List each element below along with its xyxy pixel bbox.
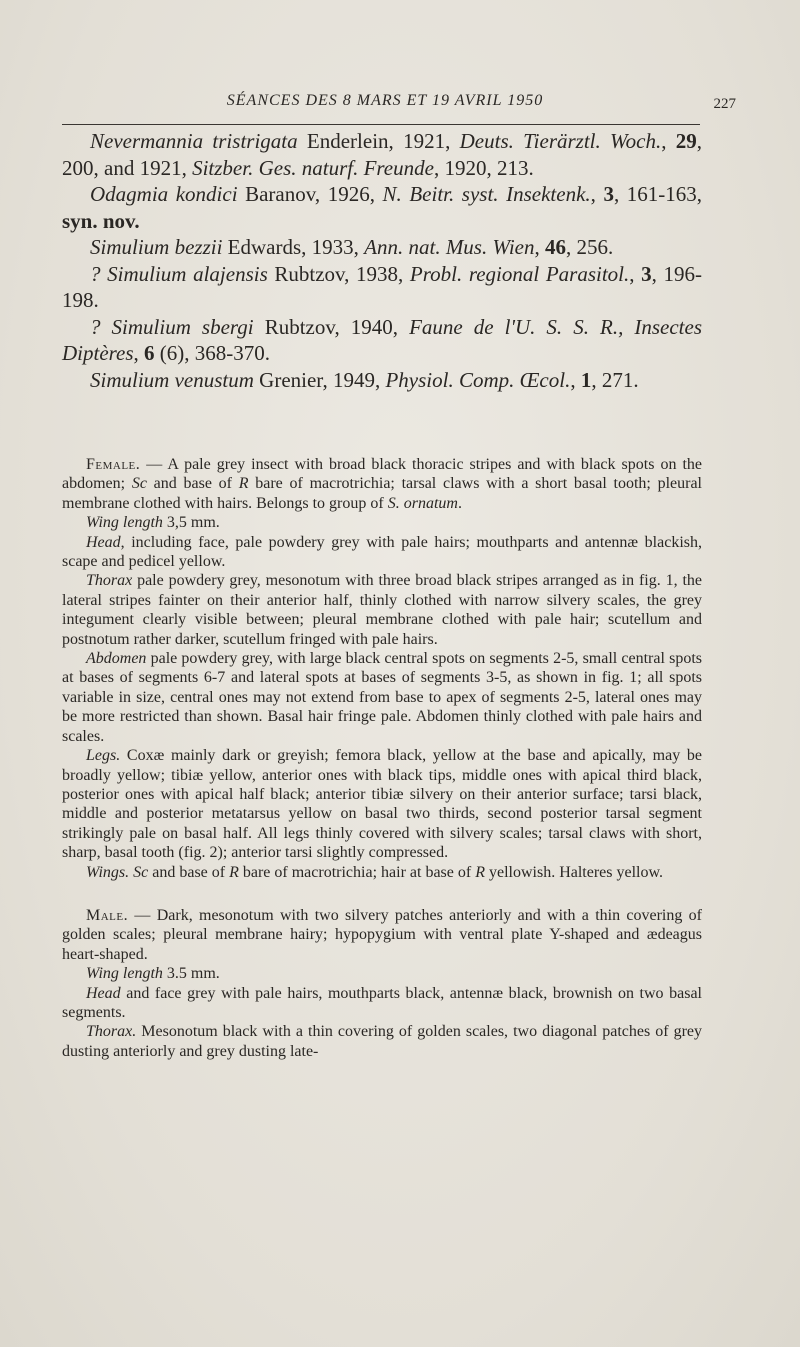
running-header — [62, 92, 736, 116]
female-wings: Wings. Sc and base of R bare of macrotrichia; hair at base of R yellowish. Halteres yellow. — [86, 863, 664, 881]
female-wing-length: Wing length 3,5 mm. — [86, 514, 220, 532]
synonym-entry: Nevermannia tristrigata Enderlein, 1921, Deuts. Tierärztl. Woch., 29, 200, and 1921, Sitzber. Ges. naturf. Freunde, 1920, 213. — [62, 129, 702, 180]
synonym-entry: Simulium bezzii Edwards, 1933, Ann. nat. Mus. Wien, 46, 256. — [90, 235, 614, 259]
female-legs: Legs. Coxæ mainly dark or greyish; femora black, yellow at the base and apically, may be broadly yellow; tibiæ yellow, anterior ones with black tips, middle ones with apical third black, posterior ones with apical half black; anterior tibiæ silvery on their anterior surface; tarsi black, middle and posterior metatarsus yellow on basal two thirds, second posterior tarsal segment strikingly pale on basal half. All legs thinly covered with silvery scales; tarsal claws with short, sharp, basal tooth (fig. 2); anterior tarsi slightly compressed. — [62, 747, 702, 862]
male-head: Head and face grey with pale hairs, mouthparts black, antennæ black, brownish on two basal segments. — [62, 984, 702, 1021]
male-thorax: Thorax. Mesonotum black with a thin covering of golden scales, two diagonal patches of grey dusting anteriorly and grey dusting late- — [62, 1023, 702, 1060]
female-abdomen: Abdomen pale powdery grey, with large black central spots on segments 2-5, small central spots at bases of segments 6-7 and lateral spots at bases of segments 3-5, as shown in fig. 1; all spots variable in size, central ones may not extend from base to apex of segments 2-5, lateral ones may be more restricted than shown. Basal hair fringe pale. Abdomen thinly clothed with pale hairs and scales. — [62, 650, 702, 745]
synonym-entry: ? Simulium sbergi Rubtzov, 1940, Faune de l'U. S. S. R., Insectes Diptères, 6 (6), 368-370. — [62, 314, 702, 365]
male-wing-length: Wing length 3.5 mm. — [86, 965, 220, 983]
page-number: 227 — [713, 96, 736, 112]
header-rule — [62, 124, 700, 125]
female-head: Head, including face, pale powdery grey with pale hairs; mouthparts and antennæ blackish, scape and pedicel yellow. — [62, 533, 702, 571]
female-thorax: Thorax pale powdery grey, mesonotum with three broad black stripes arranged as in fig. 1, the lateral stripes fainter on their anterior half, thinly clothed with narrow silvery scales, the grey integument clearly visible between; pleural membrane clothed with pale hair; scutellum and postnotum rather darker, scutellum fringed with pale hairs. — [62, 572, 702, 648]
synonym-entry: ? Simulium alajensis Rubtzov, 1938, Probl. regional Parasitol., 3, 196-198. — [62, 261, 703, 312]
running-title: SÉANCES DES 8 MARS ET 19 AVRIL 1950 — [226, 92, 544, 109]
female-intro: Female. — A pale grey insect with broad black thoracic stripes and with black spots on the abdomen; Sc and base of R bare of macrotrichia; tarsal claws with a short basal tooth; pleural membrane clothed with hairs. Belongs to group of S. ornatum. — [62, 456, 702, 512]
synonymy-list — [62, 128, 702, 393]
male-label: Male. — [86, 906, 129, 924]
male-intro: Male. — Dark, mesonotum with two silvery patches anteriorly and with a thin covering of golden scales; pleural membrane hairy; hypopygium with ventral plate Y-shaped and ædeagus heart-shaped. — [62, 906, 702, 963]
description-body — [62, 455, 702, 1061]
synonym-entry: Odagmia kondici Baranov, 1926, N. Beitr. syst. Insektenk., 3, 161-163, syn. nov. — [62, 182, 703, 233]
female-label: Female. — [86, 456, 141, 473]
synonym-entry: Simulium venustum Grenier, 1949, Physiol. Comp. Œcol., 1, 271. — [90, 367, 639, 392]
